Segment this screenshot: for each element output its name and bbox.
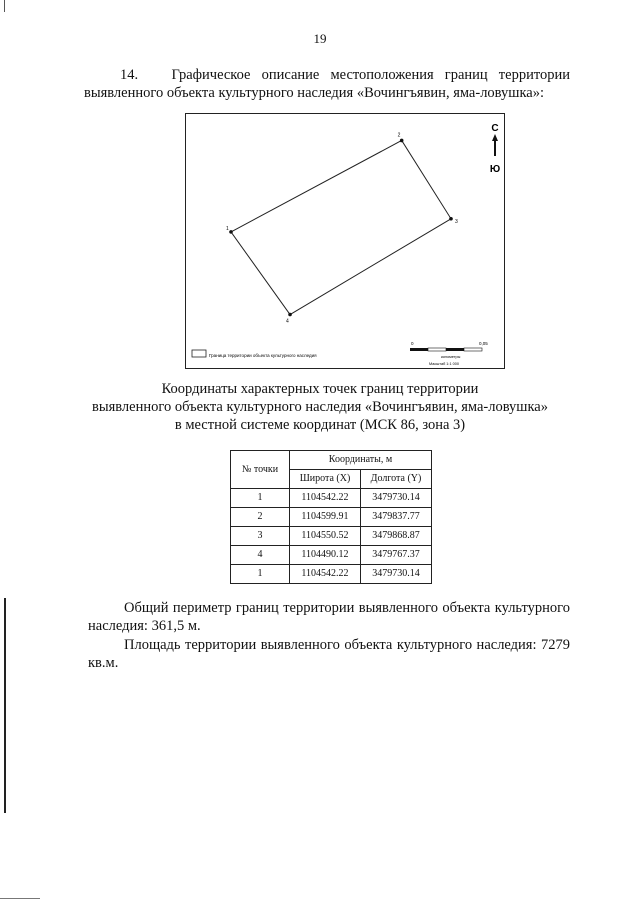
map-legend: [192, 350, 317, 358]
scale-label-start: 0: [411, 341, 414, 346]
cell-latitude: 1104542.22: [290, 489, 361, 508]
scale-bar: [410, 341, 488, 366]
page-number: 19: [313, 31, 327, 46]
caption-line-2: выявленного объекта культурного наследия «Вочингъявин, яма-ловушка»: [92, 399, 548, 415]
cell-latitude: 1104599.91: [290, 508, 361, 527]
map-canvas: [186, 114, 506, 370]
scale-ratio: Масштаб 1:1 000: [429, 362, 459, 366]
cell-point: 2: [231, 508, 290, 527]
boundary-point-label: 4: [286, 318, 289, 325]
boundary-point-label: 2: [397, 132, 401, 139]
coordinates-caption: [60, 380, 580, 434]
section-title-text: Графическое описание местоположения границ территории выявленного объекта культурного наследия «Вочингъявин, яма-ловушка»:: [84, 67, 571, 101]
compass-south-label: Ю: [489, 164, 501, 175]
section-number: 14.: [120, 67, 139, 83]
area-text: Площадь территории выявленного объекта культурного наследия: 7279 кв.м.: [88, 637, 570, 671]
cell-longitude: 3479868.87: [361, 527, 432, 546]
header-coordinates: Координаты, м: [290, 451, 432, 470]
caption-line-1: Координаты характерных точек границ территории: [161, 381, 479, 397]
area-paragraph: [88, 636, 570, 672]
north-arrow-icon: [490, 123, 500, 175]
boundary-point: [449, 217, 453, 221]
scale-label-end: 0,05: [479, 341, 488, 346]
boundary-points: [226, 132, 458, 324]
header-point-number: № точки: [231, 451, 290, 489]
cell-longitude: 3479767.37: [361, 546, 432, 565]
cell-latitude: 1104550.52: [290, 527, 361, 546]
cell-longitude: 3479730.14: [361, 489, 432, 508]
cell-point: 1: [231, 489, 290, 508]
boundary-point: [400, 139, 404, 143]
scale-units: километры: [441, 355, 461, 359]
boundary-point-label: 3: [455, 218, 458, 225]
boundary-map: [185, 113, 505, 369]
table-row: [231, 527, 432, 546]
cell-point: 4: [231, 546, 290, 565]
table-row: [231, 508, 432, 527]
perimeter-paragraph: [88, 599, 570, 635]
table-row: [231, 546, 432, 565]
scan-artifact-top: [4, 0, 5, 12]
caption-line-3: в местной системе координат (МСК 86, зона 3): [174, 417, 466, 433]
coordinates-table: [230, 450, 432, 584]
boundary-point: [288, 313, 292, 317]
perimeter-text: Общий периметр границ территории выявленного объекта культурного наследия: 361,5 м.: [88, 600, 570, 634]
cell-longitude: 3479730.14: [361, 565, 432, 584]
cell-latitude: 1104542.22: [290, 565, 361, 584]
cell-latitude: 1104490.12: [290, 546, 361, 565]
boundary-point-label: 1: [226, 225, 229, 232]
header-longitude: Долгота (Y): [361, 470, 432, 489]
scan-artifact-bottom: [0, 898, 40, 899]
legend-swatch: [192, 350, 206, 357]
cell-longitude: 3479837.77: [361, 508, 432, 527]
boundary-point: [229, 230, 233, 234]
scan-artifact-left: [4, 598, 6, 813]
table-row: [231, 489, 432, 508]
compass-north-label: С: [491, 123, 499, 134]
table-row: [231, 565, 432, 584]
cell-point: 3: [231, 527, 290, 546]
header-latitude: Широта (X): [290, 470, 361, 489]
legend-label: Граница территории объекта культурного наследия: [209, 353, 317, 358]
section-heading: [84, 66, 570, 102]
cell-point: 1: [231, 565, 290, 584]
territory-boundary: [231, 140, 451, 314]
